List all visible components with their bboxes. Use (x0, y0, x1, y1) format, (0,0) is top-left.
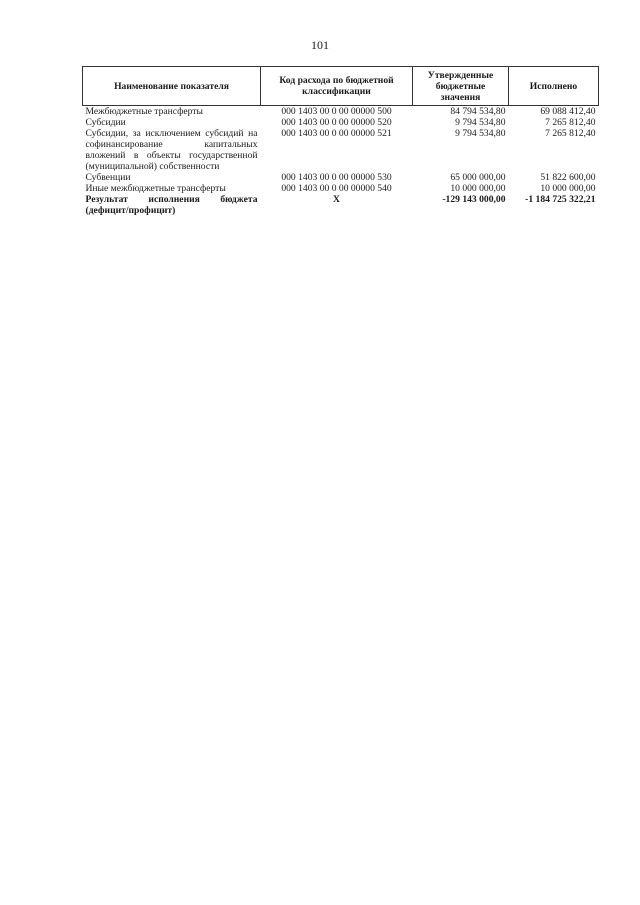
row-name: Иные межбюджетные трансферты (85, 183, 226, 194)
row-code: 000 1403 00 0 00 00000 500 (281, 106, 392, 117)
row-approved: 9 794 534,80 (455, 117, 506, 128)
budget-result-row (83, 194, 599, 216)
row-executed: 69 088 412,40 (540, 106, 596, 117)
row-approved: 84 794 534,80 (450, 106, 506, 117)
row-code: 000 1403 00 0 00 00000 520 (281, 117, 392, 128)
row-name: Субсидии (85, 117, 126, 128)
header-expense-code: Код расхода по бюджетной классификации (261, 67, 413, 106)
result-executed: -1 184 725 322,21 (525, 194, 596, 205)
row-name: Субсидии, за исключением субсидий на софинансирование капитальных вложений в объекты государственной (муниципальной) собственности (85, 128, 258, 172)
result-code: X (333, 194, 340, 205)
row-executed: 51 822 600,00 (540, 172, 596, 183)
row-name: Субвенции (85, 172, 131, 183)
row-code: 000 1403 00 0 00 00000 540 (281, 183, 392, 194)
row-code: 000 1403 00 0 00 00000 530 (281, 172, 392, 183)
header-approved-values: Утвержденные бюджетные значения (413, 67, 509, 106)
row-name: Межбюджетные трансферты (85, 106, 203, 117)
result-name: Результат исполнения бюджета (дефицит/профицит) (85, 194, 258, 216)
table-row (83, 106, 599, 118)
row-approved: 9 794 534,80 (455, 128, 506, 139)
row-executed: 10 000 000,00 (540, 183, 596, 194)
header-indicator-name: Наименование показателя (83, 67, 261, 106)
row-approved: 65 000 000,00 (450, 172, 506, 183)
row-code: 000 1403 00 0 00 00000 521 (281, 128, 392, 139)
table-row (83, 183, 599, 194)
table-header-row (83, 67, 599, 106)
header-executed: Исполнено (509, 67, 599, 106)
table-row (83, 172, 599, 183)
row-approved: 10 000 000,00 (450, 183, 506, 194)
table-row (83, 117, 599, 128)
table-row (83, 128, 599, 172)
row-executed: 7 265 812,40 (545, 117, 596, 128)
budget-execution-table (82, 66, 599, 216)
result-approved: -129 143 000,00 (442, 194, 506, 205)
page-number: 101 (311, 38, 329, 52)
row-executed: 7 265 812,40 (545, 128, 596, 139)
